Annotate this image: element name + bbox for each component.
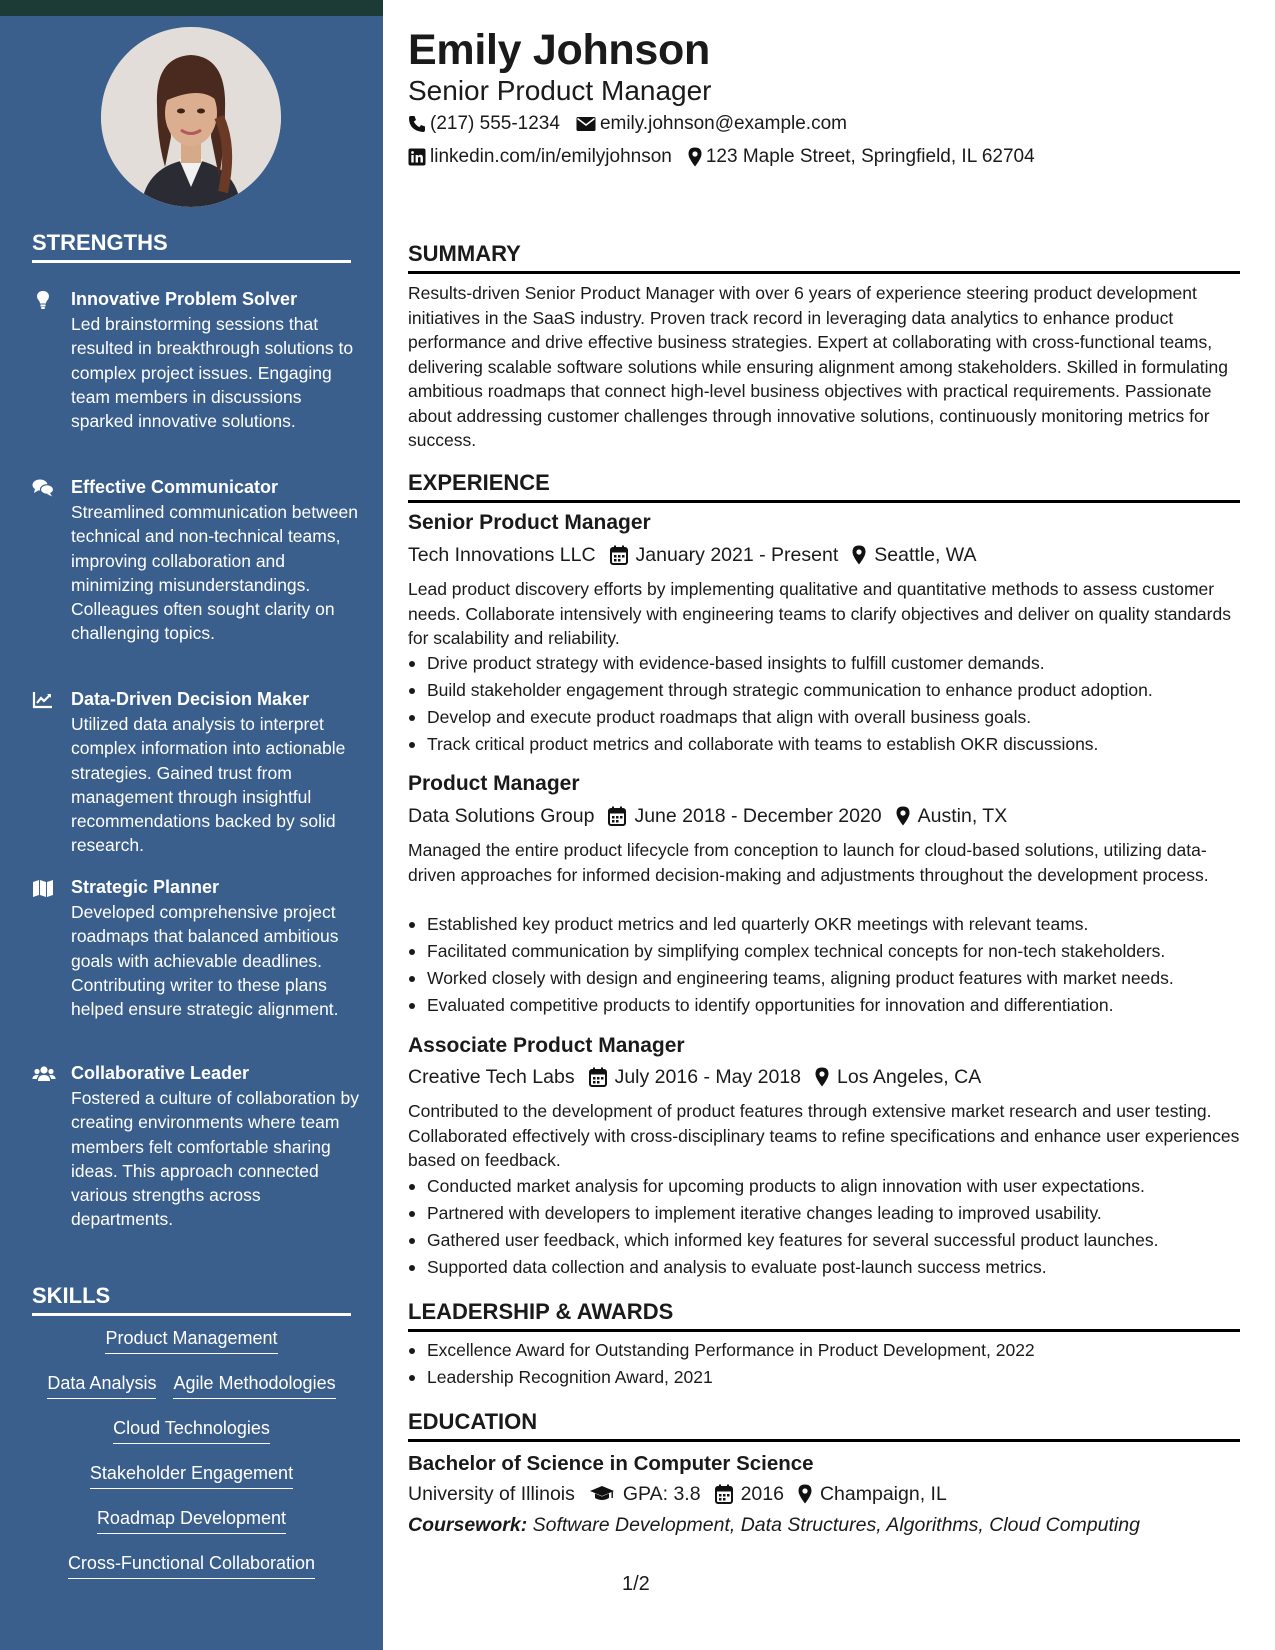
job-dates: June 2018 - December 2020 xyxy=(634,805,882,827)
coursework xyxy=(408,1512,1140,1538)
skill-tag: Cross-Functional Collaboration xyxy=(68,1551,315,1579)
map-marker-icon xyxy=(852,545,866,565)
contact-row xyxy=(408,112,847,136)
strength-title: Effective Communicator xyxy=(71,477,279,497)
job-meta xyxy=(408,542,976,568)
skill-tag: Agile Methodologies xyxy=(173,1371,335,1399)
list-item: Supported data collection and analysis to evaluate post-launch success metrics. xyxy=(408,1254,1240,1281)
calendar-icon xyxy=(715,1484,733,1504)
profile-photo xyxy=(101,27,281,207)
skills-heading: SKILLS xyxy=(32,1283,351,1316)
school-name: University of Illinois xyxy=(408,1483,575,1505)
users-icon xyxy=(32,1064,54,1084)
job-description: Contributed to the development of product features through extensive market research and user testing. Collaborated effectively with cross-disciplinary teams to refine specifications and enhance user experiences based on feedback. xyxy=(408,1101,1240,1170)
map-marker-icon xyxy=(815,1067,829,1087)
job-company: Data Solutions Group xyxy=(408,805,595,827)
skill-tag: Product Management xyxy=(105,1326,277,1354)
strength-title: Data-Driven Decision Maker xyxy=(71,689,310,709)
envelope-icon xyxy=(576,116,596,132)
list-item: Gathered user feedback, which informed key features for several successful product launches. xyxy=(408,1227,1240,1254)
school-location: Champaign, IL xyxy=(819,1483,947,1505)
job-title: Product Manager xyxy=(408,772,580,795)
list-item: Excellence Award for Outstanding Performance in Product Development, 2022 xyxy=(408,1337,1240,1364)
summary-heading: SUMMARY xyxy=(408,241,1240,274)
phone-icon xyxy=(408,115,426,133)
page-number: 1/2 xyxy=(622,1573,650,1595)
awards-heading: LEADERSHIP & AWARDS xyxy=(408,1299,1240,1332)
phone-text: (217) 555-1234 xyxy=(430,113,560,134)
job-meta xyxy=(408,803,1007,829)
degree-title: Bachelor of Science in Computer Science xyxy=(408,1452,814,1475)
chart-line-icon xyxy=(32,690,54,710)
list-item: Facilitated communication by simplifying complex technical concepts for non-tech stakeholders. xyxy=(408,938,1240,965)
gpa-text: GPA: 3.8 xyxy=(622,1483,701,1505)
candidate-title: Senior Product Manager xyxy=(408,75,712,106)
job-bullets xyxy=(408,650,1240,758)
job-bullets xyxy=(408,1173,1240,1281)
strength-desc: Streamlined communication between technical and non-technical teams, improving collaboration and minimizing misunderstandings. Colleagues often sought clarity on challenging topics. xyxy=(71,502,358,644)
strength-title: Innovative Problem Solver xyxy=(71,289,298,309)
list-item: Build stakeholder engagement through strategic communication to enhance product adoption. xyxy=(408,677,1240,704)
list-item: Leadership Recognition Award, 2021 xyxy=(408,1364,1240,1391)
map-marker-icon xyxy=(896,806,910,826)
skill-tag: Roadmap Development xyxy=(97,1506,286,1534)
list-item: Partnered with developers to implement iterative changes leading to improved usability. xyxy=(408,1200,1240,1227)
job-meta xyxy=(408,1064,981,1090)
job-location: Seattle, WA xyxy=(874,544,977,566)
map-marker-icon xyxy=(798,1484,812,1504)
job-description: Lead product discovery efforts by implementing qualitative and quantitative methods to assess customer needs. Collaborate intensively with engineering teams to clarify objectives and deliver on quality standards for scalability and reliability. xyxy=(408,579,1231,648)
coursework-text: Software Development, Data Structures, Algorithms, Cloud Computing xyxy=(532,1514,1140,1536)
job-company: Tech Innovations LLC xyxy=(408,544,596,566)
list-item: Established key product metrics and led quarterly OKR meetings with relevant teams. xyxy=(408,911,1240,938)
map-marker-icon xyxy=(688,147,702,167)
experience-heading: EXPERIENCE xyxy=(408,470,1240,503)
job-dates: January 2021 - Present xyxy=(635,544,839,566)
job-title: Associate Product Manager xyxy=(408,1034,685,1057)
candidate-name: Emily Johnson xyxy=(408,26,710,74)
list-item: Drive product strategy with evidence-based insights to fulfill customer demands. xyxy=(408,650,1240,677)
summary-text: Results-driven Senior Product Manager with over 6 years of experience steering product development initiatives in the SaaS industry. Proven track record in leveraging data analytics to enhance product performance and drive effective business strategies. Expert at collaborating with cross-functional teams, delivering scalable software solutions while ensuring alignment among stakeholders. Skilled in formulating ambitious roadmaps that connect high-level business objectives with practical requirements. Passionate about addressing customer challenges through innovative solutions, continuously monitoring metrics for success. xyxy=(408,283,1229,450)
awards-list xyxy=(408,1337,1240,1391)
list-item: Develop and execute product roadmaps that align with overall business goals. xyxy=(408,704,1240,731)
job-description: Managed the entire product lifecycle from conception to launch for cloud-based solutions, utilizing data-driven approaches for informed decision-making and adjustments throughout the development process. xyxy=(408,840,1209,885)
strength-desc: Developed comprehensive project roadmaps that balanced ambitious goals with achievable deadlines. Contributing writer to these plans helped ensure strategic alignment. xyxy=(71,902,339,1020)
skill-tag: Cloud Technologies xyxy=(113,1416,270,1444)
graduation-year: 2016 xyxy=(740,1483,784,1505)
linkedin-icon xyxy=(408,148,426,166)
calendar-icon xyxy=(610,545,628,565)
calendar-icon xyxy=(608,806,626,826)
skill-tag: Stakeholder Engagement xyxy=(90,1461,293,1489)
job-location: Austin, TX xyxy=(917,805,1008,827)
strength-title: Strategic Planner xyxy=(71,877,220,897)
strengths-heading: STRENGTHS xyxy=(32,230,351,263)
strength-desc: Led brainstorming sessions that resulted in breakthrough solutions to complex project issues. Engaging team members in discussions sparked innovative solutions. xyxy=(71,314,354,432)
skill-tag: Data Analysis xyxy=(47,1371,156,1399)
lightbulb-icon xyxy=(32,290,54,310)
address-text: 123 Maple Street, Springfield, IL 62704 xyxy=(705,146,1035,167)
linkedin-link[interactable]: linkedin.com/in/emilyjohnson xyxy=(430,146,672,167)
coursework-label: Coursework: xyxy=(408,1514,528,1536)
list-item: Track critical product metrics and collaborate with teams to establish OKR discussions. xyxy=(408,731,1240,758)
sidebar xyxy=(0,0,383,1650)
sidebar-top-bar xyxy=(0,0,383,16)
contact-row xyxy=(408,145,1035,169)
job-title: Senior Product Manager xyxy=(408,511,651,534)
strength-desc: Utilized data analysis to interpret complex information into actionable strategies. Gained trust from management through insightful recommendations backed by solid research. xyxy=(71,714,346,856)
email-link[interactable]: emily.johnson@example.com xyxy=(599,113,847,134)
comments-icon xyxy=(32,478,54,498)
strength-title: Collaborative Leader xyxy=(71,1063,250,1083)
calendar-icon xyxy=(589,1067,607,1087)
job-company: Creative Tech Labs xyxy=(408,1066,575,1088)
job-dates: July 2016 - May 2018 xyxy=(614,1066,802,1088)
education-heading: EDUCATION xyxy=(408,1409,1240,1442)
skills-list xyxy=(28,1326,355,1596)
job-bullets xyxy=(408,911,1240,1019)
list-item: Conducted market analysis for upcoming products to align innovation with user expectations. xyxy=(408,1173,1240,1200)
map-icon xyxy=(32,878,54,898)
list-item: Worked closely with design and engineering teams, aligning product features with market needs. xyxy=(408,965,1240,992)
list-item: Evaluated competitive products to identify opportunities for innovation and differentiation. xyxy=(408,992,1240,1019)
education-meta xyxy=(408,1481,947,1507)
job-location: Los Angeles, CA xyxy=(837,1066,982,1088)
strength-desc: Fostered a culture of collaboration by creating environments where team members felt comfortable sharing ideas. This approach connected various strengths across departments. xyxy=(71,1088,359,1230)
graduation-cap-icon xyxy=(589,1485,615,1503)
